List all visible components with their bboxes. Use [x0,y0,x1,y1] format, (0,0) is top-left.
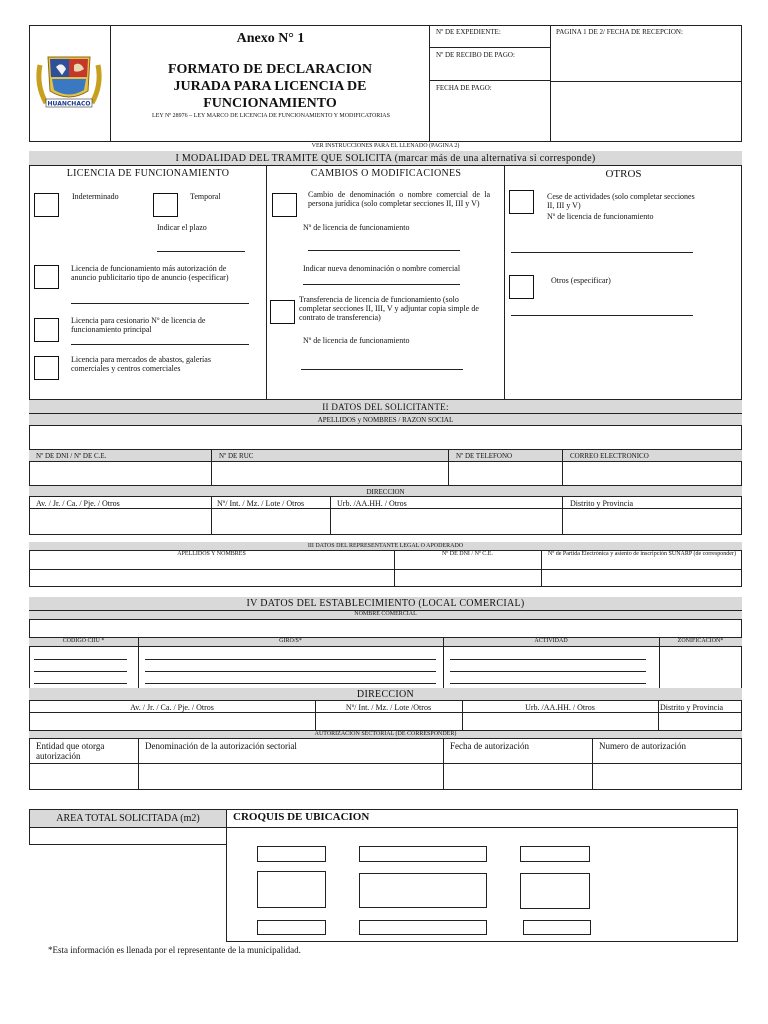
law-text: LEY Nº 28976 – LEY MARCO DE LICENCIA DE FUNCIONAMIENTO Y MODIFICATORIAS [152,113,390,119]
giro-header: GIRO/S* [279,638,302,644]
form-title: FORMATO DE DECLARACION JURADA PARA LICENCIA DE FUNCIONAMIENTO [167,62,373,111]
nombre-comercial-input[interactable] [29,620,742,638]
cesionario-checkbox[interactable] [34,318,59,342]
temporal-label: Temporal [190,192,221,201]
denominacion-header: Denominación de la autorización sectorial [145,741,297,751]
giro-line[interactable] [145,659,436,660]
croquis-title: CROQUIS DE UBICACION [233,811,370,823]
nro-licencia-label: Nº de licencia de funcionamiento [303,223,410,232]
ciiu-line[interactable] [34,683,127,684]
cambio-denominacion-checkbox[interactable] [272,193,297,217]
actividad-line[interactable] [450,659,646,660]
plazo-line[interactable] [157,251,245,252]
croquis-block[interactable] [359,920,487,935]
area-title: AREA TOTAL SOLICITADA (m2) [56,813,200,824]
anuncio-label: Licencia de funcionamiento más autorización de anuncio publicitario tipo de anuncio (especificar) [71,264,229,282]
transferencia-label: Transferencia de licencia de funcionamiento (solo completar secciones II, III, V y adjuntar copia simple de contrato de transferencia) [299,295,479,322]
area-input[interactable] [29,827,227,845]
giro-line[interactable] [145,671,436,672]
nueva-denominacion-line[interactable] [303,284,460,285]
nro-licencia-line[interactable] [308,250,460,251]
mercados-checkbox[interactable] [34,356,59,380]
section2-title: II DATOS DEL SOLICITANTE: [29,400,742,414]
direccion-establecimiento-header: DIRECCION [29,688,742,701]
cesionario-label: Licencia para cesionario Nº de licencia de funcionamiento principal [71,316,206,334]
footnote: *Esta información es llenada por el representante de la municipalidad. [48,945,301,955]
croquis-block[interactable] [257,871,326,908]
cese-line[interactable] [511,252,693,253]
actividad-header: ACTIVIDAD [534,638,568,644]
croquis-block[interactable] [359,846,487,862]
divider [443,638,444,688]
apellidos-razon-input[interactable] [29,426,742,450]
ruc-header: Nº DE RUC [219,452,254,460]
est-urb-header: Urb. /AA.HH. / Otros [525,703,595,712]
divider [550,25,551,142]
annex-label: Anexo N° 1 [236,31,305,46]
zonificacion-header: ZONIFICACION* [677,638,724,644]
divider [138,638,139,688]
numero-autorizacion-header: Numero de autorización [599,741,686,751]
est-int-header: Nº/ Int. / Mz. / Lote /Otros [345,703,432,712]
mercados-label: Licencia para mercados de abastos, galerías comerciales y centros comerciales [71,355,211,373]
ciiu-line[interactable] [34,671,127,672]
section1-title: I MODALIDAD DEL TRAMITE QUE SOLICITA (marcar más de una alternativa si corresponde) [29,151,742,166]
temporal-checkbox[interactable] [153,193,178,217]
nombre-comercial-header: NOMBRE COMERCIAL [29,611,742,620]
transferencia-checkbox[interactable] [270,300,295,324]
recibo-field[interactable]: Nº DE RECIBO DE PAGO: [430,48,550,81]
autorizacion-header: AUTORIZACION SECTORIAL (DE CORRESPONDER) [29,731,742,739]
urb-header: Urb. /AA.HH. / Otros [337,499,407,508]
av-header: Av. / Jr. / Ca. / Pje. / Otros [36,499,120,508]
giro-line[interactable] [145,683,436,684]
fecha-pago-field[interactable]: FECHA DE PAGO: [436,84,492,92]
cese-checkbox[interactable] [509,190,534,214]
municipal-logo [32,45,106,120]
divider [550,81,742,82]
entidad-header: Entidad que otorga autorización [36,741,105,761]
dni-header: Nº DE DNI / Nº DE C.E. [36,452,107,460]
indeterminado-checkbox[interactable] [34,193,59,217]
croquis-block[interactable] [520,846,590,862]
address-input-row[interactable] [29,509,742,535]
int-header: Nº/ Int. / Mz. / Lote / Otros [217,499,305,508]
section4-title: IV DATOS DEL ESTABLECIMIENTO (LOCAL COMERCIAL) [29,597,742,611]
fecha-autorizacion-header: Fecha de autorización [450,741,529,751]
nro-licencia2-line[interactable] [301,369,463,370]
nro-licencia2-label: Nº de licencia de funcionamiento [303,336,410,345]
cesionario-line[interactable] [71,344,249,345]
actividad-line[interactable] [450,671,646,672]
indicar-plazo-label: Indicar el plazo [157,223,207,232]
distrito-header: Distrito y Provincia [570,499,634,508]
cese-label: Cese de actividades (solo completar secciones II, III y V) [547,192,695,210]
croquis-block[interactable] [257,846,326,862]
actividad-line[interactable] [450,683,646,684]
nro-licencia3-label: Nº de licencia de funcionamiento [547,212,654,221]
croquis-block[interactable] [257,920,326,935]
telefono-header: Nº DE TELEFONO [456,452,513,460]
anuncio-checkbox[interactable] [34,265,59,289]
croquis-block[interactable] [520,873,590,909]
rep-apellidos-header: APELLIDOS Y NOMBRES [177,551,246,557]
dni-ruc-input-row[interactable] [29,462,742,486]
croquis-block[interactable] [523,920,591,935]
indeterminado-label: Indeterminado [72,192,119,201]
est-address-input-row[interactable] [29,713,742,731]
expediente-field[interactable]: Nº DE EXPEDIENTE: [430,25,550,48]
col-otros-title: OTROS [605,168,642,180]
est-distrito-header: Distrito y Provincia [660,703,724,712]
nueva-denominacion-label: Indicar nueva denominación o nombre comercial [303,264,461,273]
anuncio-line[interactable] [71,303,249,304]
rep-dni-header: Nº DE DNI / Nº C.E. [442,551,493,557]
direccion-header: DIRECCION [29,486,742,497]
representante-input-row[interactable] [29,570,742,587]
correo-header: CORREO ELECTRONICO [570,452,649,460]
est-av-header: Av. / Jr. / Ca. / Pje. / Otros [130,703,214,712]
instructions-link[interactable]: VER INSTRUCCIONES PARA EL LLENADO (PAGINA 2) [311,143,460,149]
apellidos-razon-header: APELLIDOS y NOMBRES / RAZON SOCIAL [29,414,742,426]
svg-text:HUANCHACO: HUANCHACO [47,100,91,108]
croquis-block[interactable] [359,873,487,908]
otros-label: Otros (especificar) [551,276,611,285]
ciiu-line[interactable] [34,659,127,660]
col-licencia-title: LICENCIA DE FUNCIONAMIENTO [66,168,230,179]
section3-title: III DATOS DEL REPRESENTANTE LEGAL O APODERADO [29,542,742,551]
col-cambios-title: CAMBIOS O MODIFICACIONES [310,168,462,179]
ciiu-header: CODIGO CIIU * [62,638,105,644]
rep-partida-header: Nº de Partida Electrónica y asiento de inscripción SUNARP (de corresponder) [548,551,736,557]
otros-line[interactable] [511,315,693,316]
divider [659,638,660,688]
cambio-denominacion-label: Cambio de denominación o nombre comercial de la persona jurídica (solo completar secciones II, III y V) [308,190,490,208]
autorizacion-input-row[interactable] [29,764,742,790]
pagina-recepcion[interactable]: PAGINA 1 DE 2/ FECHA DE RECEPCION: [550,25,742,142]
otros-checkbox[interactable] [509,275,534,299]
